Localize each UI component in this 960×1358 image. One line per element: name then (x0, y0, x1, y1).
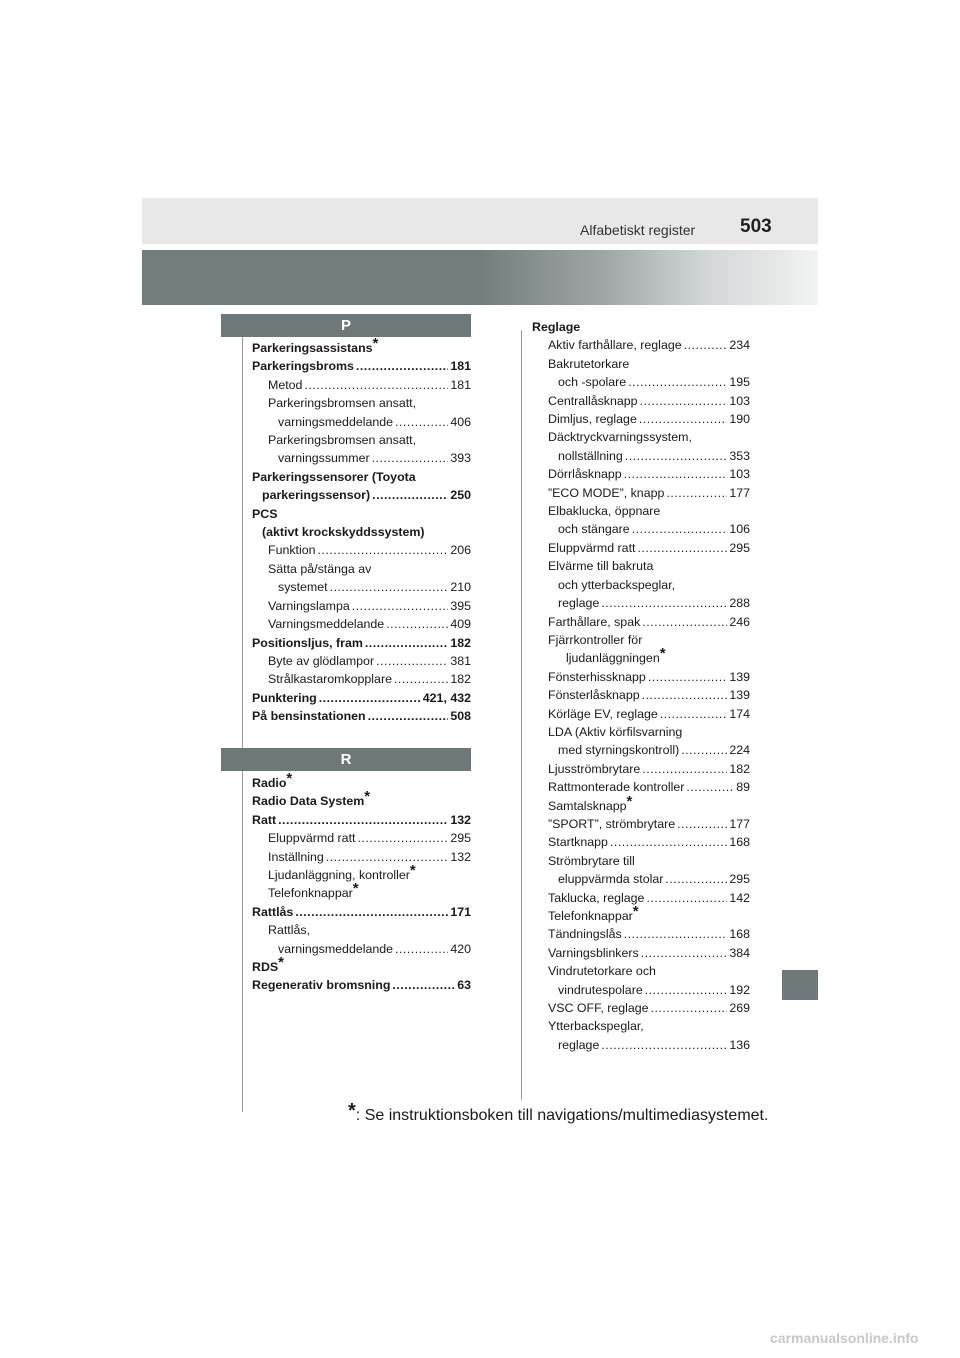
index-entry-term: ljudanläggningen (566, 651, 660, 666)
dot-leader (601, 1036, 727, 1054)
index-entry-term: Parkeringssensorer (Toyota (252, 469, 416, 484)
index-entry (252, 335, 471, 357)
index-entry (532, 576, 750, 594)
index-entry-page: 421, 432 (422, 690, 471, 705)
index-entry-term: Varningslampa (268, 598, 350, 613)
index-entry (532, 962, 750, 980)
index-entry-page: 250 (450, 488, 471, 503)
index-entry (532, 778, 750, 796)
index-entry (252, 523, 471, 541)
index-entry-term: Elbaklucka, öppnare (548, 504, 661, 519)
index-entry-term: Telefonknappar (268, 886, 353, 901)
index-entry-term: Punktering (252, 690, 317, 705)
index-entry-page: 139 (729, 688, 750, 703)
index-entry-page: 174 (729, 706, 750, 721)
index-entry-term: Eluppvärmd ratt (268, 831, 356, 846)
index-entry (532, 1036, 750, 1054)
index-entry (532, 668, 750, 686)
index-entry-term: parkeringssensor) (262, 488, 371, 503)
index-entry-term: Parkeringsassistans (252, 341, 373, 355)
index-entry (532, 520, 750, 538)
dot-leader (677, 815, 727, 833)
dot-leader (642, 613, 727, 631)
dot-leader (278, 811, 448, 829)
index-entry (252, 578, 471, 596)
index-entry (532, 870, 750, 888)
index-entry-term: Radio (252, 776, 287, 790)
index-entry-term: RDS (252, 960, 279, 975)
asterisk-mark: * (372, 335, 379, 352)
section-header-r: R (221, 748, 471, 771)
index-entry (252, 541, 471, 559)
dot-leader (625, 447, 728, 465)
index-entry-term: Bakrutetorkare (548, 356, 630, 371)
index-entry-term: Funktion (268, 543, 316, 558)
index-entry (252, 394, 471, 412)
asterisk-mark: * (626, 792, 633, 810)
index-entry (532, 631, 750, 649)
asterisk-mark: * (352, 880, 359, 898)
dot-leader (639, 410, 727, 428)
index-entry-page: 181 (450, 359, 471, 374)
index-entry (532, 594, 750, 612)
index-entry-page: 192 (729, 982, 750, 997)
index-entry-term: Ratt (252, 812, 277, 827)
index-entry-page: 106 (729, 522, 750, 537)
index-entry-term: Metod (268, 377, 303, 392)
index-entry (252, 940, 471, 958)
index-entry (532, 944, 750, 962)
index-entry (252, 707, 471, 725)
dot-leader (601, 594, 727, 612)
index-entry-page: 132 (450, 812, 471, 827)
index-entry-term: PCS (252, 506, 278, 521)
index-entry-term: Telefonknappar (548, 909, 633, 923)
dot-leader (610, 833, 727, 851)
index-entry-term: ”ECO MODE”, knapp (548, 485, 665, 500)
index-entry-term: Startknapp (548, 835, 608, 850)
page-header-title: Alfabetiskt register (580, 222, 696, 238)
index-entry (252, 689, 471, 707)
index-entry-term: Varningsmeddelande (268, 617, 385, 632)
index-entry (252, 976, 471, 994)
index-entry-page: 63 (457, 978, 471, 993)
dot-leader (368, 707, 449, 725)
index-entry-term: Samtalsknapp (548, 798, 627, 813)
index-entry-term: Parkeringsbroms (252, 359, 354, 374)
index-entry-page: 224 (729, 743, 750, 758)
index-entry (252, 486, 471, 504)
index-entry-term: Regenerativ bromsning (252, 978, 391, 993)
index-entry (532, 539, 750, 557)
index-entry-page: 295 (729, 872, 750, 887)
index-entry (532, 815, 750, 833)
index-entry-term: reglage (558, 1037, 600, 1052)
dot-leader (365, 634, 448, 652)
index-entry-page: 406 (450, 414, 471, 429)
dot-leader (628, 373, 727, 391)
watermark: carmanualsonline.info (770, 1330, 919, 1346)
header-gradient-bar (142, 250, 818, 305)
dot-leader (386, 615, 448, 633)
dot-leader (318, 541, 449, 559)
index-entry-term: Byte av glödlampor (268, 653, 375, 668)
index-entry (532, 889, 750, 907)
index-entry (532, 1017, 750, 1035)
index-entry-term: Farthållare, spak (548, 614, 641, 629)
index-entry-term: eluppvärmda stolar (558, 872, 664, 887)
index-entry-term: På bensinstationen (252, 709, 366, 724)
index-entry-term: Tändningslås (548, 927, 622, 942)
index-entry-page: 132 (450, 849, 471, 864)
index-entry (252, 770, 471, 792)
dot-leader (356, 357, 448, 375)
index-entry-term: och -spolare (558, 375, 627, 390)
dot-leader (684, 336, 728, 354)
index-entry-term: Rattmonterade kontroller (548, 780, 685, 795)
index-entry-term: varningsmeddelande (278, 414, 394, 429)
index-entry-page: 288 (729, 596, 750, 611)
index-entry-page: 182 (729, 761, 750, 776)
index-entry-term: Fönsterhissknapp (548, 669, 646, 684)
index-entry-term: Varningsblinkers (548, 945, 639, 960)
index-entry-term: Centrallåsknapp (548, 393, 638, 408)
index-entry-page: 420 (450, 941, 471, 956)
dot-leader (372, 486, 448, 504)
index-column-p (252, 335, 471, 726)
dot-leader (395, 413, 448, 431)
index-entry (252, 848, 471, 866)
asterisk-mark: * (659, 645, 666, 663)
index-entry-page: 395 (450, 598, 471, 613)
index-entry-term: Körläge EV, reglage (548, 706, 658, 721)
dot-leader (660, 705, 728, 723)
column-divider-rule (521, 330, 522, 1100)
index-entry (252, 449, 471, 467)
header-band (142, 198, 818, 244)
index-entry (252, 468, 471, 486)
dot-leader (632, 520, 728, 538)
index-entry-page: 508 (450, 709, 471, 724)
index-entry-term: Strömbrytare till (548, 853, 635, 868)
index-entry-term: Ytterbackspeglar, (548, 1019, 644, 1034)
index-entry-page: 393 (450, 451, 471, 466)
index-entry (532, 792, 750, 815)
index-entry-term: Parkeringsbromsen ansatt, (268, 396, 417, 411)
index-entry (532, 484, 750, 502)
index-entry (532, 925, 750, 943)
dot-leader (295, 903, 448, 921)
index-entry-term: Strålkastaromkopplare (268, 672, 392, 687)
index-entry-term: VSC OFF, reglage (548, 1001, 649, 1016)
index-entry-term: varningssummer (278, 451, 370, 466)
index-entry-page: 190 (729, 412, 750, 427)
index-entry-term: varningsmeddelande (278, 941, 394, 956)
index-entry (532, 447, 750, 465)
index-entry-page: 103 (729, 467, 750, 482)
dot-leader (665, 870, 727, 888)
dot-leader (637, 539, 727, 557)
dot-leader (357, 829, 448, 847)
index-entry-term: reglage (558, 596, 600, 611)
dot-leader (304, 376, 448, 394)
index-entry-term: Radio Data System (252, 794, 365, 809)
index-entry-term: Reglage (532, 320, 581, 334)
asterisk-mark: * (409, 862, 416, 880)
dot-leader (624, 925, 728, 943)
dot-leader (376, 652, 448, 670)
index-entry (532, 392, 750, 410)
dot-leader (686, 778, 734, 796)
index-entry (532, 410, 750, 428)
index-entry-page: 182 (450, 672, 471, 687)
index-entry-term: Fjärrkontroller för (548, 632, 643, 647)
index-entry (252, 413, 471, 431)
index-entry-page: 234 (729, 338, 750, 353)
dot-leader (651, 999, 728, 1017)
footnote-text: : Se instruktionsboken till navigations/multimediasystemet. (355, 1107, 769, 1124)
dot-leader (392, 976, 455, 994)
asterisk-mark: * (286, 770, 293, 787)
index-entry (252, 431, 471, 449)
index-entry (532, 981, 750, 999)
index-entry-page: 177 (729, 816, 750, 831)
index-entry (532, 318, 750, 336)
index-entry (532, 428, 750, 446)
index-entry-term: Fönsterlåsknapp (548, 688, 640, 703)
index-entry (252, 862, 471, 884)
index-entry-term: Sätta på/stänga av (268, 561, 372, 576)
dot-leader (394, 670, 448, 688)
index-entry-page: 103 (729, 393, 750, 408)
index-entry (532, 355, 750, 373)
index-entry-term: Däcktryckvarningssystem, (548, 430, 692, 445)
index-entry (532, 852, 750, 870)
index-entry-page: 269 (729, 1001, 750, 1016)
index-entry-page: 246 (729, 614, 750, 629)
index-entry-page: 168 (729, 927, 750, 942)
dot-leader (646, 889, 727, 907)
index-entry-term: Parkeringsbromsen ansatt, (268, 433, 417, 448)
dot-leader (641, 944, 728, 962)
index-entry-page: 89 (736, 780, 750, 795)
index-entry-page: 206 (450, 543, 471, 558)
index-entry (252, 505, 471, 523)
index-entry (532, 686, 750, 704)
index-entry (532, 465, 750, 483)
index-entry-term: (aktivt krockskyddssystem) (262, 525, 425, 540)
index-entry (252, 652, 471, 670)
index-entry-page: 142 (729, 890, 750, 905)
dot-leader (319, 689, 421, 707)
footnote (348, 1100, 768, 1125)
index-entry-page: 295 (729, 540, 750, 555)
index-entry (252, 811, 471, 829)
dot-leader (640, 392, 728, 410)
index-entry (252, 880, 471, 902)
dot-leader (326, 848, 449, 866)
dot-leader (642, 686, 728, 704)
index-entry (252, 560, 471, 578)
asterisk-mark: * (278, 954, 285, 972)
chapter-thumb-tab (782, 970, 818, 1000)
dot-leader (330, 578, 449, 596)
index-entry-page: 181 (450, 377, 471, 392)
section-header-p: P (221, 314, 471, 337)
index-entry (532, 502, 750, 520)
dot-leader (681, 741, 727, 759)
index-entry (532, 336, 750, 354)
index-entry (252, 788, 471, 810)
index-entry-page: 182 (450, 635, 471, 650)
index-entry-term: Taklucka, reglage (548, 890, 645, 905)
asterisk-mark: * (364, 788, 371, 806)
dot-leader (666, 484, 727, 502)
index-entry (532, 760, 750, 778)
index-entry-term: med styrningskontroll) (558, 743, 680, 758)
index-entry-page: 409 (450, 617, 471, 632)
index-entry (532, 999, 750, 1017)
index-entry-term: systemet (278, 580, 328, 595)
index-entry (252, 615, 471, 633)
index-entry (252, 954, 471, 976)
index-entry (532, 903, 750, 925)
index-entry (532, 741, 750, 759)
index-entry-term: nollställning (558, 448, 623, 463)
page-number: 503 (740, 216, 772, 237)
index-entry (252, 634, 471, 652)
index-entry-term: Dimljus, reglage (548, 412, 637, 427)
index-entry (252, 921, 471, 939)
index-entry-term: Dörrlåsknapp (548, 467, 622, 482)
index-entry-page: 210 (450, 580, 471, 595)
index-entry-page: 295 (450, 831, 471, 846)
index-entry (532, 833, 750, 851)
dot-leader (395, 940, 448, 958)
index-entry-term: Ljusströmbrytare (548, 761, 641, 776)
index-entry-page: 171 (450, 904, 471, 919)
index-entry-term: ”SPORT”, strömbrytare (548, 816, 676, 831)
index-entry-page: 195 (729, 375, 750, 390)
index-entry (252, 597, 471, 615)
index-entry (252, 829, 471, 847)
index-entry-page: 168 (729, 835, 750, 850)
footnote-asterisk: * (348, 1100, 356, 1122)
index-column-right (532, 318, 750, 1054)
index-entry-term: Rattlås, (268, 923, 311, 938)
asterisk-mark: * (632, 903, 639, 920)
index-column-r (252, 770, 471, 995)
dot-leader (642, 760, 727, 778)
index-entry-term: Aktiv farthållare, reglage (548, 338, 682, 353)
index-entry-page: 139 (729, 669, 750, 684)
dot-leader (645, 981, 728, 999)
index-entry-term: Rattlås (252, 904, 294, 919)
index-entry-term: och ytterbackspeglar, (558, 577, 676, 592)
index-entry-page: 353 (729, 448, 750, 463)
index-entry (532, 613, 750, 631)
index-entry-page: 136 (729, 1037, 750, 1052)
index-entry-term: vindrutespolare (558, 982, 643, 997)
index-entry-term: och stängare (558, 522, 630, 537)
index-entry (252, 903, 471, 921)
index-entry-page: 381 (450, 653, 471, 668)
index-entry (532, 645, 750, 667)
index-entry (252, 376, 471, 394)
index-entry (252, 670, 471, 688)
index-entry-term: Elvärme till bakruta (548, 559, 654, 574)
index-entry (532, 723, 750, 741)
index-entry-term: Vindrutetorkare och (548, 964, 656, 979)
index-entry-term: LDA (Aktiv körfilsvarning (548, 724, 683, 739)
dot-leader (648, 668, 728, 686)
index-entry (532, 705, 750, 723)
index-entry (532, 557, 750, 575)
index-entry-page: 384 (729, 945, 750, 960)
index-entry (532, 373, 750, 391)
dot-leader (624, 465, 728, 483)
dot-leader (372, 449, 449, 467)
index-entry-term: Positionsljus, fram (252, 635, 363, 650)
index-entry-term: Eluppvärmd ratt (548, 540, 636, 555)
index-entry-term: Ljudanläggning, kontroller (268, 868, 410, 883)
index-entry-page: 177 (729, 485, 750, 500)
left-margin-rule (242, 330, 243, 1112)
index-entry (252, 357, 471, 375)
index-entry-term: Inställning (268, 849, 324, 864)
dot-leader (352, 597, 449, 615)
